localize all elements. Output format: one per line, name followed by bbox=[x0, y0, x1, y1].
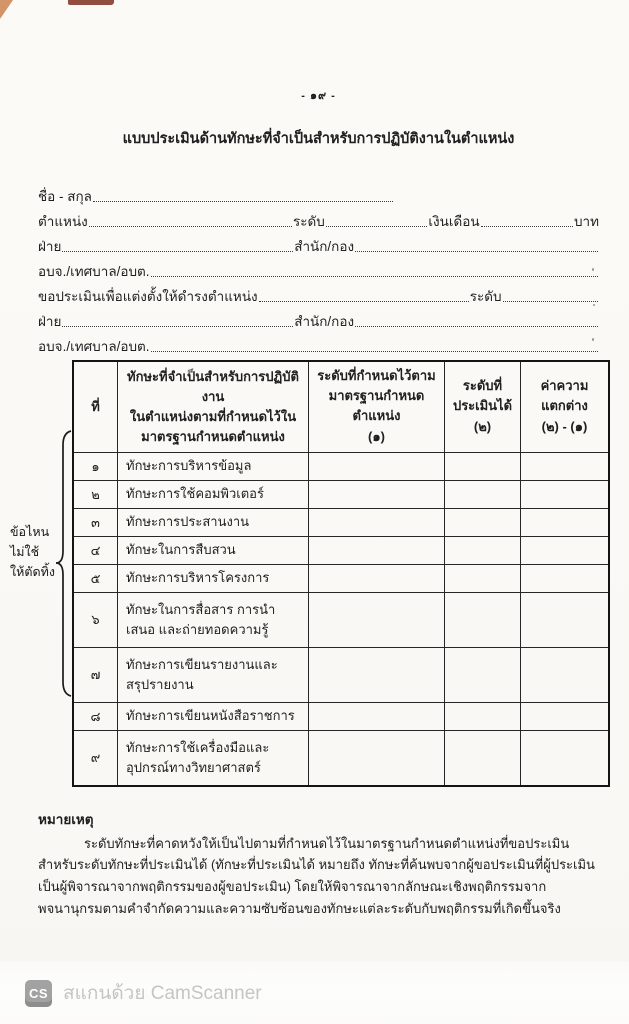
form-header-block bbox=[38, 181, 599, 356]
skill-cell: ทักษะการเขียนหนังสือราชการ bbox=[118, 702, 309, 730]
assessed-level-cell bbox=[445, 730, 521, 786]
assessed-level-cell bbox=[445, 592, 521, 647]
col-header-skill: ทักษะที่จำเป็นสำหรับการปฏิบัติงาน ในตำแหน่งตามที่กำหนดไว้ใน มาตรฐานกำหนดตำแหน่ง bbox=[118, 361, 309, 452]
table-row bbox=[73, 702, 609, 730]
form-line-org-1 bbox=[38, 256, 599, 281]
table-row bbox=[73, 730, 609, 786]
office-dotted-field bbox=[355, 251, 598, 252]
form-line-position bbox=[38, 206, 599, 231]
col-header-standard-level: ระดับที่กำหนดไว้ตาม มาตรฐานกำหนดตำแหน่ง (๑) bbox=[309, 361, 445, 452]
scan-artifact-top-mark bbox=[68, 0, 114, 5]
assessed-level-cell bbox=[445, 564, 521, 592]
skill-cell: ทักษะในการสืบสวน bbox=[118, 536, 309, 564]
position-label: ตำแหน่ง bbox=[38, 214, 88, 230]
standard-level-cell bbox=[309, 452, 445, 480]
skill-cell: ทักษะการใช้เครื่องมือและอุปกรณ์ทางวิทยาศาสตร์ bbox=[118, 730, 309, 786]
table-row bbox=[73, 592, 609, 647]
difference-cell bbox=[521, 730, 610, 786]
standard-level-cell bbox=[309, 536, 445, 564]
form-line-request bbox=[38, 281, 599, 306]
standard-level-cell bbox=[309, 730, 445, 786]
col-header-assessed-level: ระดับที่ ประเมินได้ (๒) bbox=[445, 361, 521, 452]
standard-level-cell bbox=[309, 647, 445, 702]
row-number-cell: ๓ bbox=[73, 508, 118, 536]
difference-cell bbox=[521, 592, 610, 647]
row-number-cell: ๕ bbox=[73, 564, 118, 592]
request-label: ขอประเมินเพื่อแต่งตั้งให้ดำรงตำแหน่ง bbox=[38, 289, 258, 305]
margin-note-line: ไม่ใช้ bbox=[10, 545, 40, 559]
salary-label: เงินเดือน bbox=[428, 214, 480, 230]
note-heading: หมายเหตุ bbox=[38, 811, 94, 827]
difference-cell bbox=[521, 702, 610, 730]
assessed-level-cell bbox=[445, 508, 521, 536]
table-header-row bbox=[73, 361, 609, 452]
salary-dotted-field bbox=[481, 226, 573, 227]
row-number-cell: ๑ bbox=[73, 452, 118, 480]
row-number-cell: ๔ bbox=[73, 536, 118, 564]
table-row bbox=[73, 536, 609, 564]
request-level-label: ระดับ bbox=[469, 289, 502, 305]
standard-level-cell bbox=[309, 508, 445, 536]
col-header-difference: ค่าความ แตกต่าง (๒) - (๑) bbox=[521, 361, 610, 452]
skill-cell: ทักษะการเขียนรายงานและสรุปรายงาน bbox=[118, 647, 309, 702]
difference-cell bbox=[521, 452, 610, 480]
skill-cell: ทักษะการบริหารข้อมูล bbox=[118, 452, 309, 480]
position-dotted-field bbox=[89, 226, 292, 227]
office-label-2: สำนัก/กอง bbox=[294, 314, 355, 330]
page-number: - ๑๙ - bbox=[301, 90, 336, 102]
row-number-cell: ๗ bbox=[73, 647, 118, 702]
assessed-level-cell bbox=[445, 480, 521, 508]
standard-level-cell bbox=[309, 564, 445, 592]
standard-level-cell bbox=[309, 702, 445, 730]
division-dotted-field bbox=[62, 251, 293, 252]
skill-cell: ทักษะการใช้คอมพิวเตอร์ bbox=[118, 480, 309, 508]
difference-cell bbox=[521, 508, 610, 536]
assessed-level-cell bbox=[445, 452, 521, 480]
curly-brace bbox=[55, 429, 73, 698]
difference-cell bbox=[521, 480, 610, 508]
assessed-level-cell bbox=[445, 536, 521, 564]
division-label: ฝ่าย bbox=[38, 239, 62, 255]
margin-note-line: ให้ตัดทิ้ง bbox=[10, 565, 55, 579]
difference-cell bbox=[521, 647, 610, 702]
row-number-cell: ๖ bbox=[73, 592, 118, 647]
scan-artifact-corner bbox=[0, 0, 13, 19]
org-dotted-field bbox=[151, 276, 598, 277]
org-dotted-field-2 bbox=[151, 351, 598, 352]
skill-cell: ทักษะการประสานงาน bbox=[118, 508, 309, 536]
difference-cell bbox=[521, 536, 610, 564]
standard-level-cell bbox=[309, 480, 445, 508]
table-row bbox=[73, 564, 609, 592]
request-level-dotted-field bbox=[503, 301, 598, 302]
difference-cell bbox=[521, 564, 610, 592]
row-number-cell: ๘ bbox=[73, 702, 118, 730]
request-dotted-field bbox=[259, 301, 469, 302]
margin-note-line: ข้อไหน bbox=[10, 525, 50, 539]
note-body: ระดับทักษะที่คาดหวังให้เป็นไปตามที่กำหนดไว้ในมาตรฐานกำหนดตำแหน่งที่ขอประเมิน สำหรับระดับทักษะที่ประเมินได้ (ทักษะที่ประเมินได้ หมายถึง ทักษะที่ค้นพบจากผู้ขอประเมินที่ผู้ประเมินเป็นผู้พิจารณาจากพฤติกรรมของผู้ขอประเมิน) โดยให้พิจารณาจากลักษณะเชิงพฤติกรรมจากพจนานุกรมตามคำจำกัดความและความซับซ้อนของทักษะแต่ละระดับกับพฤติกรรมที่เกิดขึ้นจริง bbox=[38, 835, 595, 917]
camscanner-footer bbox=[0, 962, 629, 1024]
note-block bbox=[38, 808, 598, 920]
office-label: สำนัก/กอง bbox=[294, 239, 355, 255]
form-line-org-2 bbox=[38, 331, 599, 356]
table-row bbox=[73, 647, 609, 702]
level-dotted-field bbox=[326, 226, 428, 227]
skills-table bbox=[72, 360, 610, 787]
org-label: อบจ./เทศบาล/อบต. bbox=[38, 264, 150, 280]
form-line-division-2 bbox=[38, 306, 599, 331]
table-row bbox=[73, 452, 609, 480]
row-number-cell: ๒ bbox=[73, 480, 118, 508]
camscanner-icon: CS bbox=[25, 980, 52, 1007]
skill-cell: ทักษะในการสื่อสาร การนำเสนอ และถ่ายทอดความรู้ bbox=[118, 592, 309, 647]
baht-label: บาท bbox=[573, 214, 599, 230]
assessed-level-cell bbox=[445, 647, 521, 702]
standard-level-cell bbox=[309, 592, 445, 647]
office-dotted-field-2 bbox=[355, 326, 598, 327]
skill-cell: ทักษะการบริหารโครงการ bbox=[118, 564, 309, 592]
margin-note bbox=[10, 522, 60, 582]
row-number-cell: ๙ bbox=[73, 730, 118, 786]
form-line-division-1 bbox=[38, 231, 599, 256]
org-label-2: อบจ./เทศบาล/อบต. bbox=[38, 339, 150, 355]
table-row bbox=[73, 480, 609, 508]
table-row bbox=[73, 508, 609, 536]
document-title: แบบประเมินด้านทักษะที่จำเป็นสำหรับการปฏิบัติงานในตำแหน่ง bbox=[122, 131, 515, 147]
assessed-level-cell bbox=[445, 702, 521, 730]
name-dotted-field bbox=[93, 201, 393, 202]
camscanner-footer-text: สแกนด้วย CamScanner bbox=[63, 983, 262, 1004]
level-label: ระดับ bbox=[292, 214, 325, 230]
form-line-name bbox=[38, 181, 599, 206]
col-header-no: ที่ bbox=[73, 361, 118, 452]
division-dotted-field-2 bbox=[62, 326, 293, 327]
skills-table-wrap bbox=[10, 360, 589, 787]
name-label: ชื่อ - สกุล bbox=[38, 189, 92, 205]
document-content bbox=[0, 86, 629, 920]
division-label-2: ฝ่าย bbox=[38, 314, 62, 330]
